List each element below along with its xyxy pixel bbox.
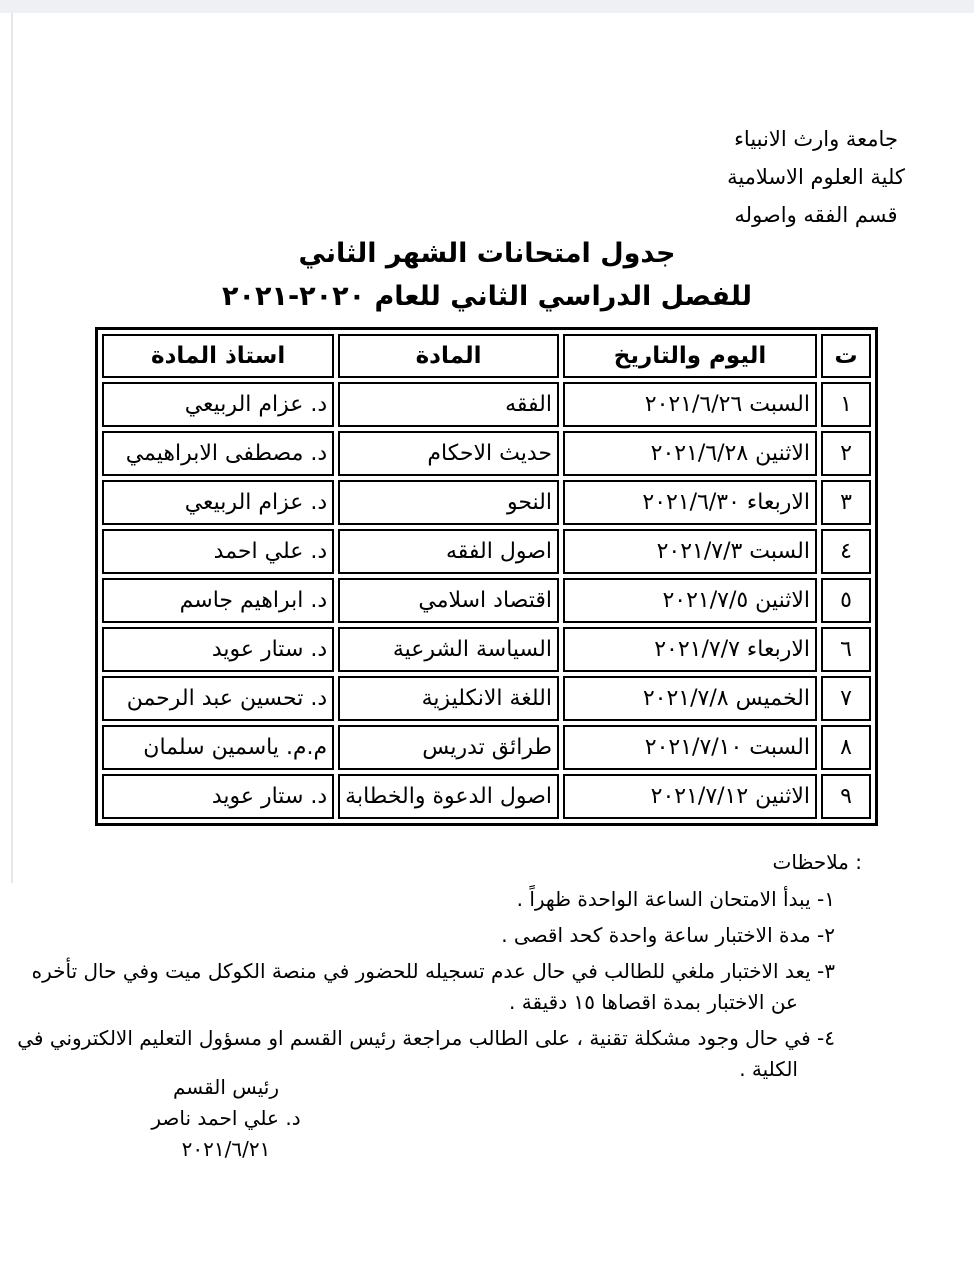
notes-section — [17, 846, 862, 1090]
note-line: ١- يبدأ الامتحان الساعة الواحدة ظهراً . — [516, 887, 835, 911]
cell-day-date: السبت ٢٠٢١/٧/٣ — [563, 529, 817, 574]
header-cell-professor: استاذ المادة — [102, 334, 334, 378]
cell-professor: د. علي احمد — [102, 529, 334, 574]
cell-day-date: الاثنين ٢٠٢١/٦/٢٨ — [563, 431, 817, 476]
table-header-row — [102, 334, 871, 378]
note-line-continuation: عن الاختبار بمدة اقصاها ١٥ دقيقة . — [509, 990, 798, 1014]
cell-subject: النحو — [338, 480, 559, 525]
page-subtitle: للفصل الدراسي الثاني للعام ٢٠٢٠-٢٠٢١ — [222, 281, 752, 312]
table-row — [102, 431, 871, 476]
cell-no: ٨ — [821, 725, 871, 770]
table-row — [102, 578, 871, 623]
table-row — [102, 382, 871, 427]
scan-left-edge — [11, 13, 13, 883]
institution-header — [698, 120, 934, 234]
university-name: جامعة وارث الانبياء — [734, 127, 898, 151]
cell-subject: اللغة الانكليزية — [338, 676, 559, 721]
cell-professor: د. ستار عويد — [102, 774, 334, 819]
note-line: ٣- يعد الاختبار ملغي للطالب في حال عدم تسجيله للحضور في منصة الكوكل ميت وفي حال تأخره — [31, 959, 835, 983]
cell-subject: السياسة الشرعية — [338, 627, 559, 672]
scan-top-band — [0, 0, 974, 13]
signature-date: ٢٠٢١/٦/٢١ — [181, 1137, 271, 1161]
table-row — [102, 529, 871, 574]
signature-name: د. علي احمد ناصر — [151, 1106, 301, 1130]
note-line-continuation: الكلية . — [739, 1057, 798, 1081]
cell-subject: حديث الاحكام — [338, 431, 559, 476]
cell-professor: د. عزام الربيعي — [102, 382, 334, 427]
cell-no: ١ — [821, 382, 871, 427]
cell-professor: د. تحسين عبد الرحمن — [102, 676, 334, 721]
table-row — [102, 480, 871, 525]
cell-no: ٩ — [821, 774, 871, 819]
cell-professor: م.م. ياسمين سلمان — [102, 725, 334, 770]
table-row — [102, 676, 871, 721]
header-cell-no: ت — [821, 334, 871, 378]
note-line: ٤- في حال وجود مشكلة تقنية ، على الطالب مراجعة رئيس القسم او مسؤول التعليم الالكتروني في — [17, 1026, 835, 1050]
cell-no: ٦ — [821, 627, 871, 672]
cell-day-date: الخميس ٢٠٢١/٧/٨ — [563, 676, 817, 721]
department-name: قسم الفقه واصوله — [734, 203, 898, 227]
table-row — [102, 774, 871, 819]
cell-day-date: الاربعاء ٢٠٢١/٦/٣٠ — [563, 480, 817, 525]
college-name: كلية العلوم الاسلامية — [727, 165, 905, 189]
note-item — [62, 920, 835, 951]
header-cell-subject: المادة — [338, 334, 559, 378]
cell-subject: الفقه — [338, 382, 559, 427]
cell-no: ٧ — [821, 676, 871, 721]
cell-professor: د. ابراهيم جاسم — [102, 578, 334, 623]
cell-day-date: السبت ٢٠٢١/٦/٢٦ — [563, 382, 817, 427]
signature-block — [138, 1072, 314, 1165]
signature-title: رئيس القسم — [172, 1075, 280, 1099]
notes-label: ملاحظات : — [772, 850, 862, 874]
table-row — [102, 725, 871, 770]
cell-day-date: الاربعاء ٢٠٢١/٧/٧ — [563, 627, 817, 672]
cell-day-date: الاثنين ٢٠٢١/٧/١٢ — [563, 774, 817, 819]
header-cell-day-date: اليوم والتاريخ — [563, 334, 817, 378]
cell-subject: طرائق تدريس — [338, 725, 559, 770]
cell-no: ٥ — [821, 578, 871, 623]
cell-subject: اقتصاد اسلامي — [338, 578, 559, 623]
cell-day-date: الاثنين ٢٠٢١/٧/٥ — [563, 578, 817, 623]
note-item — [31, 956, 835, 1018]
exam-schedule-table — [95, 327, 878, 826]
cell-subject: اصول الدعوة والخطابة — [338, 774, 559, 819]
cell-day-date: السبت ٢٠٢١/٧/١٠ — [563, 725, 817, 770]
table-row — [102, 627, 871, 672]
page-title: جدول امتحانات الشهر الثاني — [298, 238, 676, 269]
note-item — [62, 884, 835, 915]
cell-professor: د. عزام الربيعي — [102, 480, 334, 525]
cell-no: ٢ — [821, 431, 871, 476]
note-line: ٢- مدة الاختبار ساعة واحدة كحد اقصى . — [501, 923, 835, 947]
cell-professor: د. ستار عويد — [102, 627, 334, 672]
cell-no: ٣ — [821, 480, 871, 525]
cell-professor: د. مصطفى الابراهيمي — [102, 431, 334, 476]
cell-no: ٤ — [821, 529, 871, 574]
cell-subject: اصول الفقه — [338, 529, 559, 574]
